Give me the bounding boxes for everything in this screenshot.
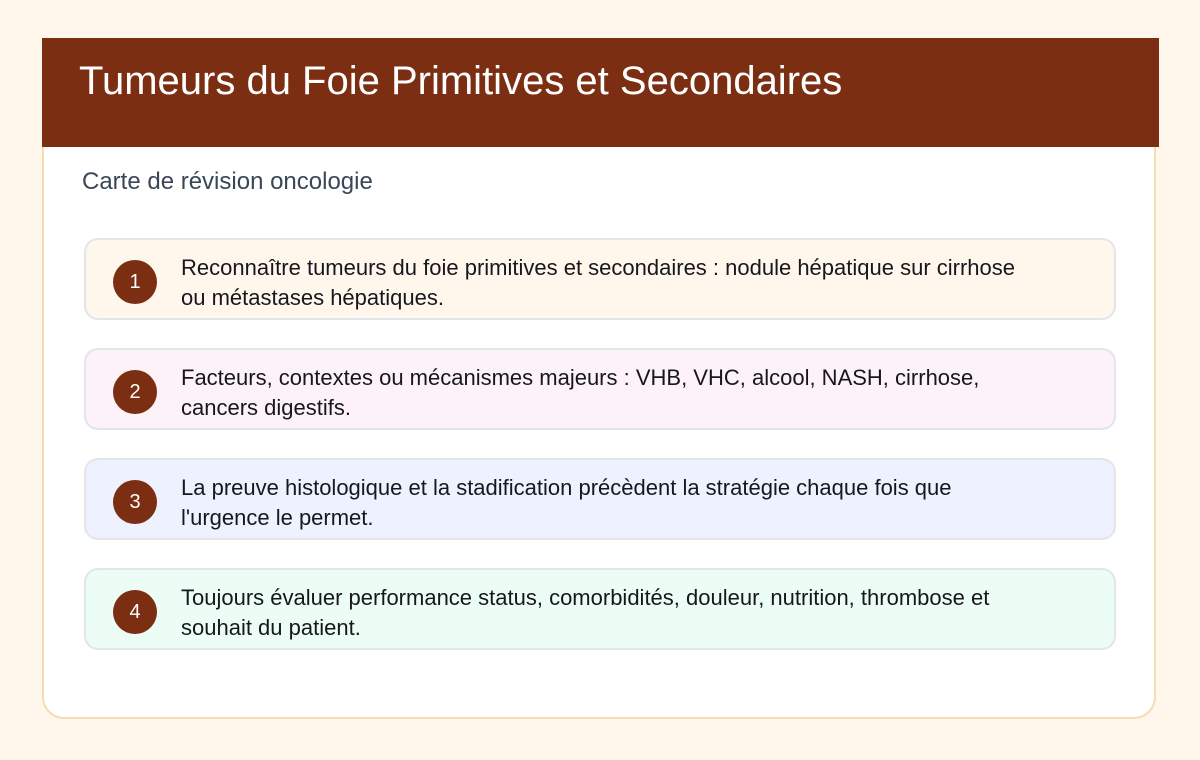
card-header: [42, 38, 1159, 147]
point-text: La preuve histologique et la stadification précèdent la stratégie chaque fois que l'urgence le permet.: [181, 475, 952, 530]
point-text: Facteurs, contextes ou mécanismes majeurs : VHB, VHC, alcool, NASH, cirrhose, cancers digestifs.: [181, 365, 980, 420]
point-item-3: [84, 458, 1116, 540]
point-number-badge: 4: [113, 590, 157, 634]
point-item-2: [84, 348, 1116, 430]
point-text: Toujours évaluer performance status, comorbidités, douleur, nutrition, thrombose et souhait du patient.: [181, 585, 990, 640]
point-number-badge: 3: [113, 480, 157, 524]
card-subtitle: Carte de révision oncologie: [82, 168, 373, 195]
point-text: Reconnaître tumeurs du foie primitives et secondaires : nodule hépatique sur cirrhose ou métastases hépatiques.: [181, 255, 1016, 310]
point-item-1: [84, 238, 1116, 320]
page-title: Tumeurs du Foie Primitives et Secondaires: [79, 59, 843, 103]
point-number-badge: 1: [113, 260, 157, 304]
point-item-4: [84, 568, 1116, 650]
point-list: [84, 238, 1116, 678]
point-number-badge: 2: [113, 370, 157, 414]
